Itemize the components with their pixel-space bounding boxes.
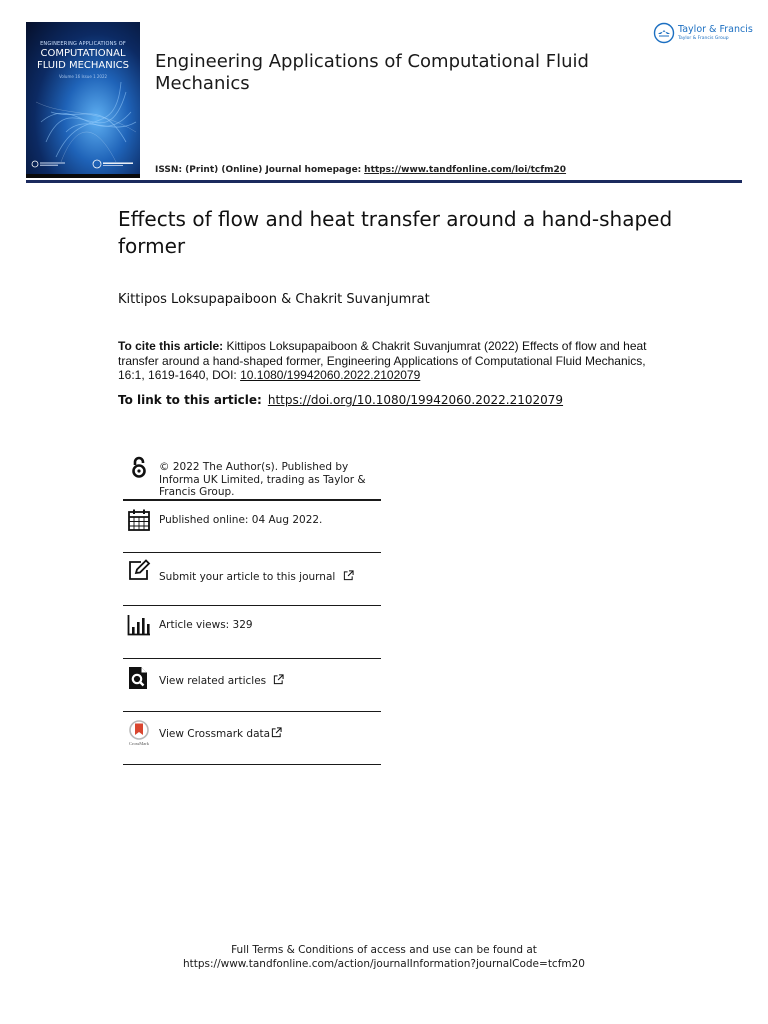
cover-series-label: ENGINEERING APPLICATIONS OF (40, 41, 126, 47)
submit-article-row[interactable] (123, 556, 381, 602)
related-articles-label: View related articles (159, 675, 267, 687)
row-divider (123, 552, 381, 553)
published-online-row (123, 505, 381, 551)
crossmark-label: View Crossmark data (159, 728, 271, 740)
cover-title-line-1: COMPUTATIONAL (40, 48, 126, 59)
citation-block (118, 339, 663, 383)
citation-label: To cite this article: (118, 339, 224, 353)
submit-article-label: Submit your article to this journal (159, 571, 336, 583)
crossmark-icon (127, 720, 151, 750)
issn-label: ISSN: (Print) (Online) Journal homepage: (155, 165, 362, 175)
publisher-group: Taylor & Francis Group (678, 36, 729, 41)
row-divider (123, 764, 381, 765)
crossmark-link[interactable] (159, 727, 282, 741)
terms-footer-link[interactable]: https://www.tandfonline.com/action/journalInformation?journalCode=tcfm20 (182, 958, 585, 970)
header-divider (26, 180, 742, 183)
citation-doi-link[interactable]: 10.1080/19942060.2022.2102079 (240, 368, 421, 383)
article-link-line (118, 393, 563, 407)
publisher-name: Taylor & Francis (678, 24, 753, 35)
article-title: Effects of flow and heat transfer around a hand-shaped former (118, 207, 673, 258)
terms-footer (0, 943, 768, 971)
citation-text: Kittipos Loksupapaiboon & Chakrit Suvanjumrat (2022) Effects of flow and heat transfer around a hand-shaped former, Engineering Applications of Computational Fluid Mechanics, 16:1, 1619-1640, DOI: (118, 339, 647, 383)
crossmark-badge-icon (129, 720, 149, 740)
open-access-lock-icon (127, 456, 151, 480)
cover-volume-label: Volume 16 Issue 1 2022 (58, 74, 108, 79)
journal-cover-image (26, 22, 140, 178)
crossmark-logo-text: CrossMark (129, 741, 149, 746)
cover-society-logo (31, 160, 67, 168)
article-views-text: Article views: 329 (159, 619, 253, 631)
row-divider (123, 499, 381, 501)
issn-homepage-line (155, 165, 566, 175)
article-authors: Kittipos Loksupapaiboon & Chakrit Suvanjumrat (118, 292, 430, 307)
edit-pencil-icon (127, 559, 151, 583)
external-link-icon (343, 570, 354, 581)
cover-bottom-bar (26, 174, 140, 178)
document-search-icon (127, 666, 151, 690)
external-link-icon (273, 674, 284, 685)
related-articles-link[interactable] (159, 674, 284, 688)
journal-title: Engineering Applications of Computational Fluid Mechanics (155, 51, 589, 94)
open-access-row (123, 456, 381, 498)
article-views-row (123, 609, 381, 655)
taylor-francis-icon (653, 22, 675, 44)
article-doi-link[interactable]: https://doi.org/10.1080/19942060.2022.2102079 (267, 393, 564, 407)
cover-title (26, 48, 140, 72)
row-divider (123, 605, 381, 606)
crossmark-row[interactable] (123, 715, 381, 761)
cover-publisher-logo (92, 159, 136, 169)
publisher-logo[interactable] (653, 22, 753, 48)
row-divider (123, 711, 381, 712)
bar-chart-icon (127, 613, 151, 637)
row-divider (123, 658, 381, 659)
open-access-text: © 2022 The Author(s). Published by Informa UK Limited, trading as Taylor & Francis Group. (159, 461, 366, 498)
published-online-text: Published online: 04 Aug 2022. (159, 514, 323, 526)
cover-title-line-2: FLUID MECHANICS (36, 60, 130, 71)
journal-homepage-link[interactable]: https://www.tandfonline.com/loi/tcfm20 (364, 165, 567, 175)
related-articles-row[interactable] (123, 662, 381, 708)
article-link-label: To link to this article: (118, 393, 262, 407)
terms-footer-line-1: Full Terms & Conditions of access and use can be found at (231, 944, 537, 956)
external-link-icon (271, 727, 282, 738)
submit-article-link[interactable] (159, 570, 354, 584)
calendar-icon (127, 508, 151, 532)
